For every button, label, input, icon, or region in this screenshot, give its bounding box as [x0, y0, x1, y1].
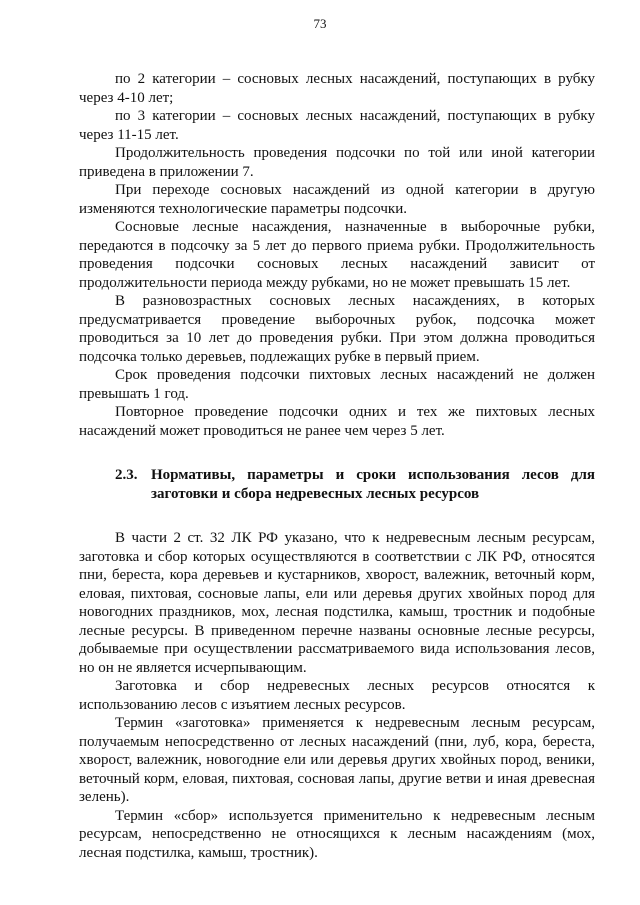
paragraph: по 2 категории – сосновых лесных насаждений, поступающих в рубку через 4-10 лет;	[79, 71, 595, 106]
paragraph: Заготовка и сбор недревесных лесных ресурсов относятся к использованию лесов с изъятием лесных ресурсов.	[79, 678, 595, 713]
paragraph: В разновозрастных сосновых лесных насаждениях, в которых предусматривается проведение выборочных рубок, подсочка может проводиться за 10 лет до проведения рубки. При этом должна проводиться подсочка только деревьев, подлежащих рубке в первый прием.	[79, 293, 595, 365]
document-body	[79, 70, 595, 862]
paragraph: Срок проведения подсочки пихтовых лесных насаждений не должен превышать 1 год.	[79, 367, 595, 402]
paragraph: При переходе сосновых насаждений из одной категории в другую изменяются технологические параметры подсочки.	[79, 182, 595, 217]
paragraph: Термин «сбор» используется применительно к недревесным лесным ресурсам, непосредственно не относящихся к лесным насаждениям (мох, лесная подстилка, камыш, тростник).	[79, 807, 595, 861]
section-heading	[79, 466, 595, 503]
paragraph: В части 2 ст. 32 ЛК РФ указано, что к недревесным лесным ресурсам, заготовка и сбор которых осуществляются в соответствии с ЛК РФ, относятся пни, береста, кора деревьев и кустарников, хворост, валежник, веточный корм, еловая, пихтовая, сосновые лапы, ели или деревья других хвойных пород для новогодних праздников, мох, лесная подстилка, камыш, тростник и подобные лесные ресурсы. В приведенном перечне названы основные лесные ресурсы, добываемые при осуществлении рассматриваемого вида использования лесов, но он не является исчерпывающим.	[79, 530, 595, 676]
paragraph: Сосновые лесные насаждения, назначенные в выборочные рубки, передаются в подсочку за 5 лет до первого приема рубки. Продолжительность проведения подсочки сосновых лесных насаждений зависит от продолжительности периода между рубками, но не может превышать 15 лет.	[79, 219, 595, 291]
paragraph: по 3 категории – сосновых лесных насаждений, поступающих в рубку через 11-15 лет.	[79, 108, 595, 143]
page-number: 73	[313, 16, 327, 31]
section-title: Нормативы, параметры и сроки использования лесов для заготовки и сбора недревесных лесных ресурсов	[151, 467, 595, 502]
section-number: 2.3.	[115, 467, 138, 483]
paragraph: Термин «заготовка» применяется к недревесным лесным ресурсам, получаемым непосредственно от лесных насаждений (пни, луб, кора, береста, хворост, валежник, новогодние ели или деревья других хвойных пород, веники, веточный корм, еловая, пихтовая, сосновая лапы, другие ветви и иная древесная зелень).	[79, 715, 595, 805]
paragraph: Продолжительность проведения подсочки по той или иной категории приведена в приложении 7.	[79, 145, 595, 180]
paragraph: Повторное проведение подсочки одних и тех же пихтовых лесных насаждений может проводиться не ранее чем через 5 лет.	[79, 404, 595, 439]
